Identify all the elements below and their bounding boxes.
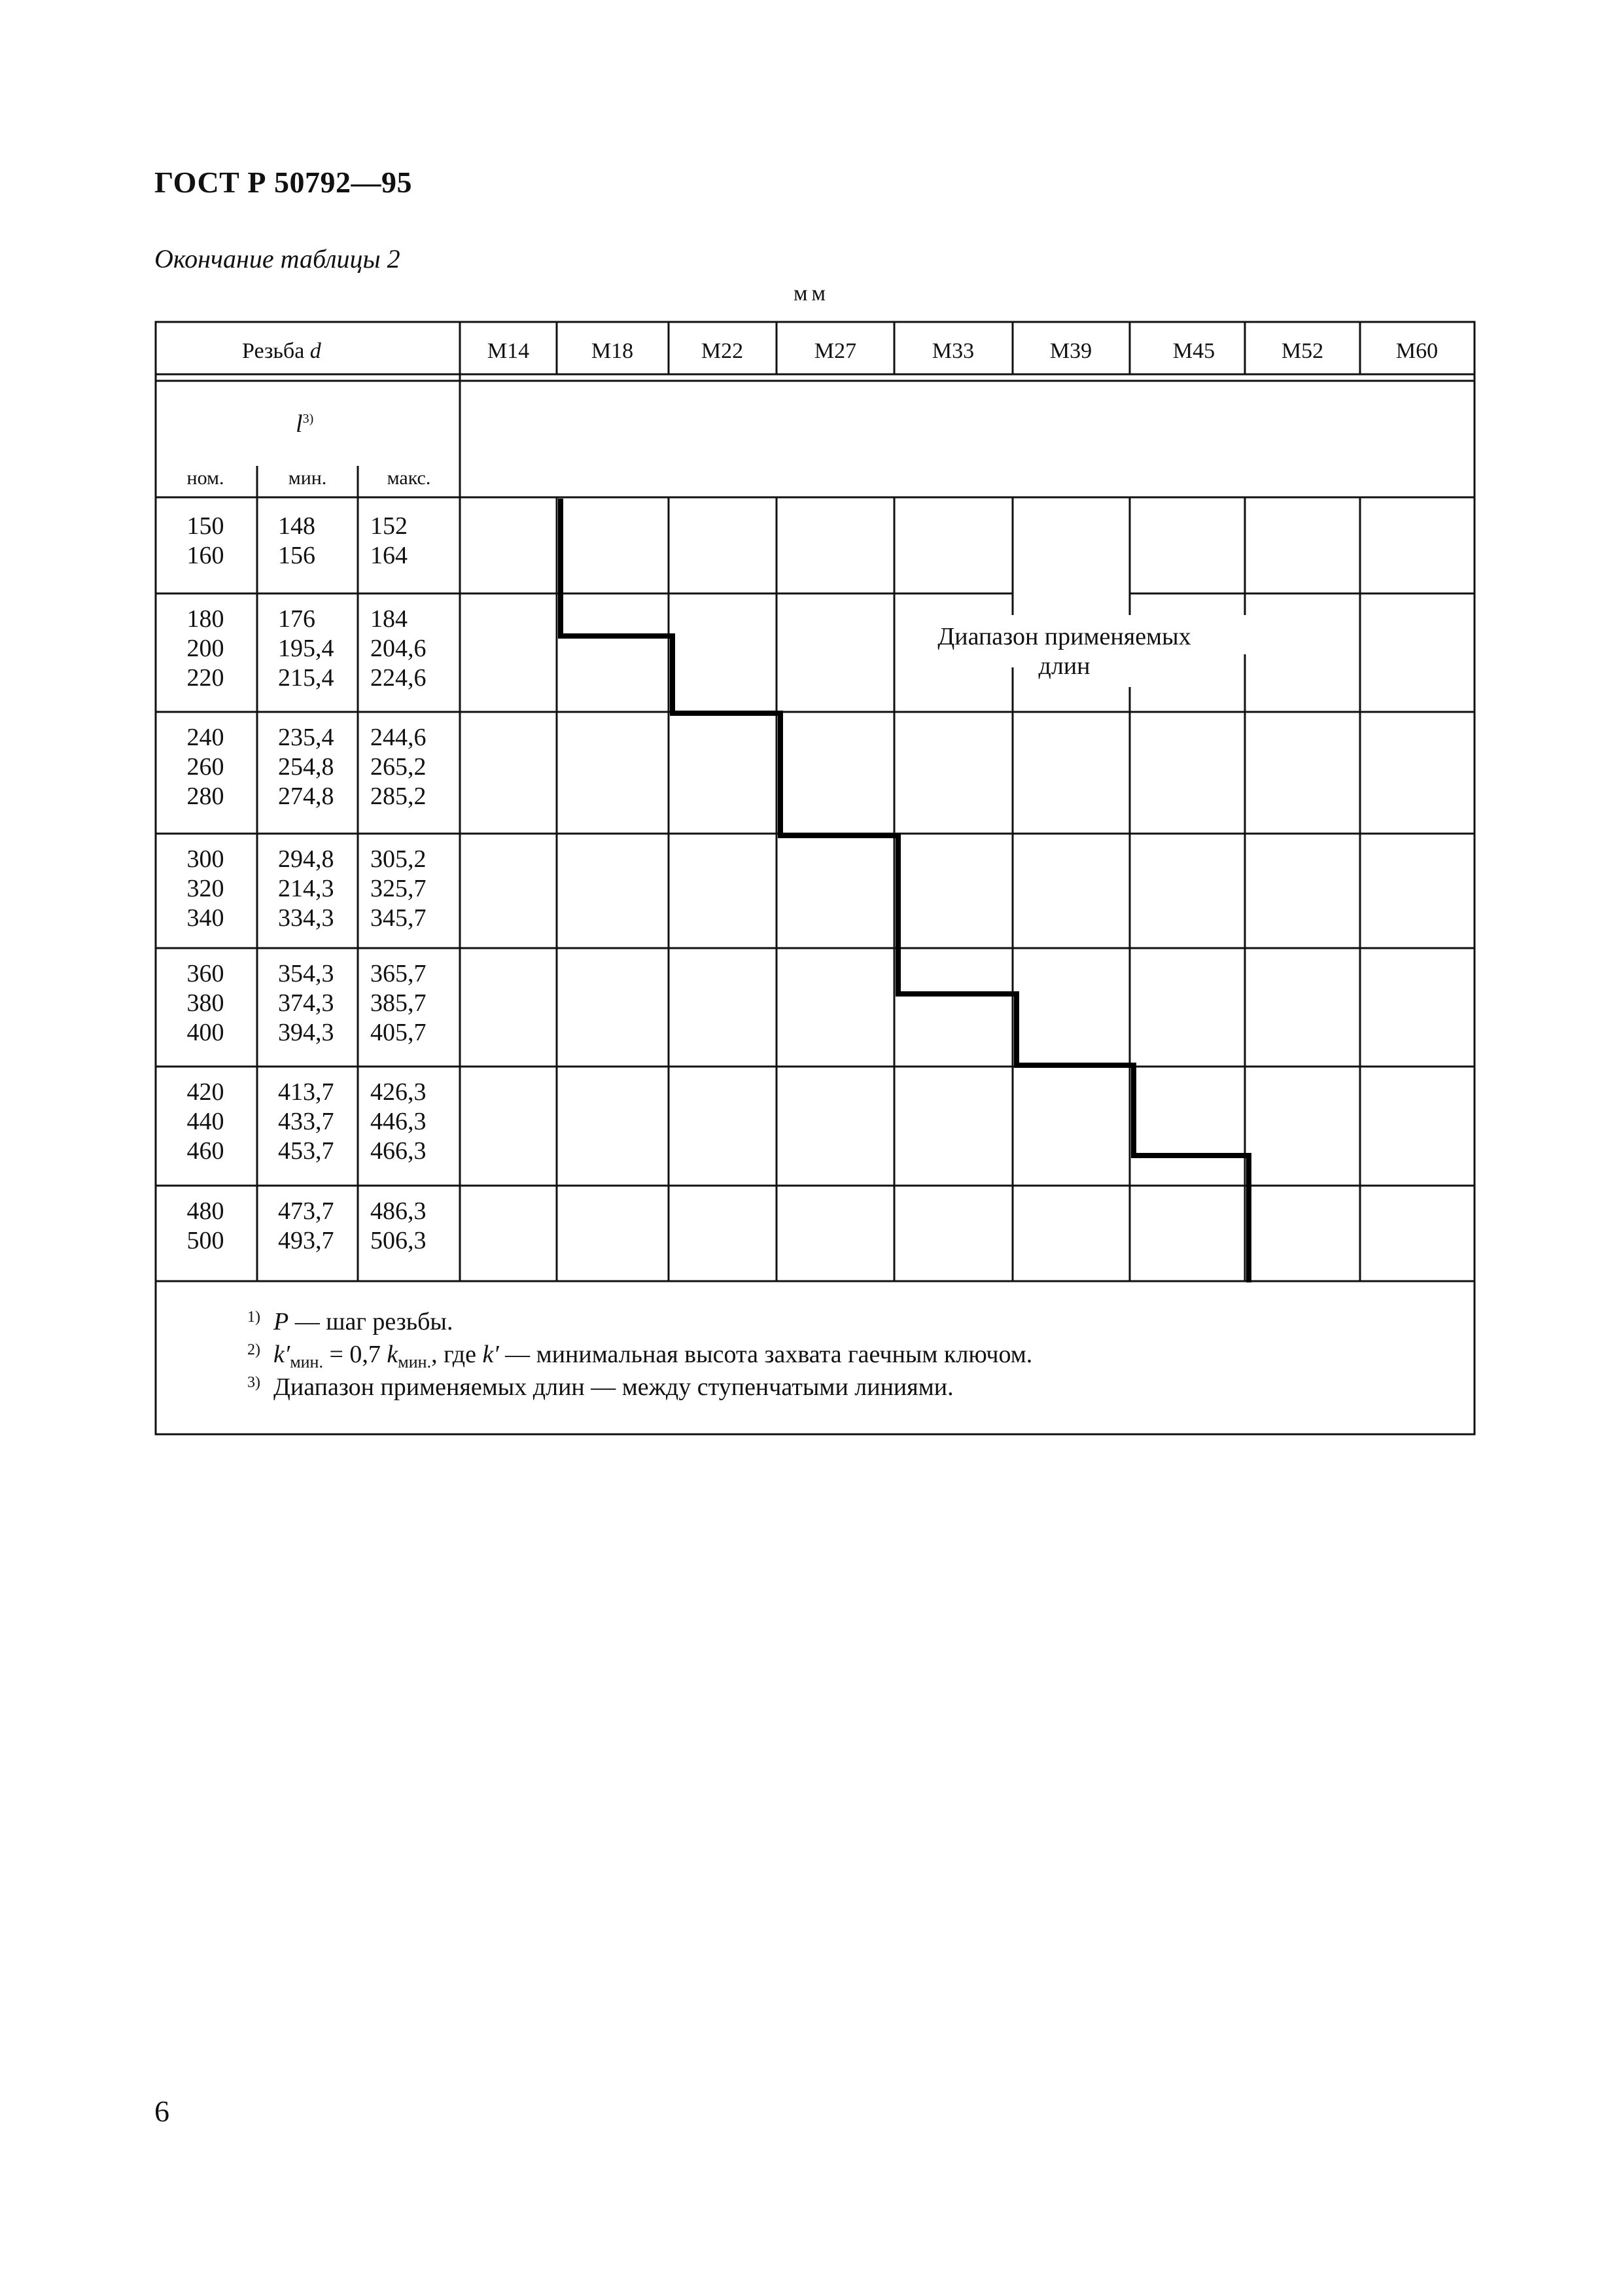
length-max-value: 466,3 — [370, 1137, 427, 1165]
length-max-value: 285,2 — [370, 783, 427, 810]
range-label-line1: Диапазон применяемых — [937, 623, 1191, 650]
length-nom-value: 400 — [186, 1019, 224, 1046]
subcol-max: макс. — [387, 467, 431, 489]
length-min-value: 354,3 — [278, 960, 334, 987]
length-max-value: 486,3 — [370, 1197, 427, 1225]
length-nom-value: 420 — [186, 1078, 224, 1106]
length-max-value: 184 — [370, 605, 408, 633]
length-min-value: 413,7 — [278, 1078, 334, 1106]
length-nom-value: 440 — [186, 1108, 224, 1135]
length-nom-value: 380 — [186, 989, 224, 1017]
table-frame — [156, 322, 1475, 1434]
length-nom-value: 150 — [186, 512, 224, 540]
length-max-value: 446,3 — [370, 1108, 427, 1135]
length-nom-value: 180 — [186, 605, 224, 633]
range-label-line2: длин — [1038, 652, 1091, 680]
length-max-value: 506,3 — [370, 1227, 427, 1254]
length-header-label: $l^{3)}$ — [296, 410, 314, 438]
length-nom-value: 220 — [186, 664, 224, 692]
length-min-value: 274,8 — [278, 783, 334, 810]
thread-col-m22: M22 — [701, 339, 744, 363]
length-max-value: 385,7 — [370, 989, 427, 1017]
length-min-value: 214,3 — [278, 875, 334, 902]
length-min-value: 334,3 — [278, 904, 334, 932]
length-max-value: 325,7 — [370, 875, 427, 902]
length-min-value: 374,3 — [278, 989, 334, 1017]
thread-col-m14: M14 — [487, 339, 530, 363]
thread-header-label: Резьба d — [242, 339, 321, 363]
thread-col-m27: M27 — [814, 339, 857, 363]
length-nom-value: 320 — [186, 875, 224, 902]
length-max-value: 345,7 — [370, 904, 427, 932]
thread-col-m33: M33 — [932, 339, 975, 363]
length-nom-value: 200 — [186, 635, 224, 662]
length-min-value: 294,8 — [278, 845, 334, 873]
applicable-range-step-line — [561, 499, 1249, 1282]
unit-label: мм — [794, 281, 830, 306]
length-min-value: 156 — [278, 542, 315, 569]
length-max-value: 224,6 — [370, 664, 427, 692]
document-title: ГОСТ Р 50792—95 — [154, 166, 412, 199]
subcol-min: мин. — [288, 467, 327, 489]
length-nom-value: 340 — [186, 904, 224, 932]
length-min-value: 433,7 — [278, 1108, 334, 1135]
thread-col-m18: M18 — [591, 339, 634, 363]
thread-col-m45: M45 — [1172, 339, 1215, 363]
length-min-value: 453,7 — [278, 1137, 334, 1165]
length-max-value: 405,7 — [370, 1019, 427, 1046]
length-max-value: 152 — [370, 512, 408, 540]
table-body-values — [187, 512, 427, 1254]
footnote-1: P — шаг резьбы. — [273, 1308, 453, 1335]
length-max-value: 244,6 — [370, 724, 427, 751]
footnotes — [247, 1308, 1032, 1401]
length-nom-value: 480 — [186, 1197, 224, 1225]
footnote-2: $k'_{мин.} = 0,7$ $k_{мин.}$, где k′ — минимальная высота захвата гаечным ключом. — [273, 1341, 1033, 1371]
footnote-3: Диапазон применяемых длин — между ступенчатыми линиями. — [273, 1373, 954, 1401]
length-max-value: 426,3 — [370, 1078, 427, 1106]
length-nom-value: 240 — [186, 724, 224, 751]
length-max-value: 265,2 — [370, 753, 427, 781]
length-nom-value: 160 — [186, 542, 224, 569]
length-nom-value: 260 — [186, 753, 224, 781]
length-min-value: 215,4 — [278, 664, 334, 692]
length-min-value: 176 — [278, 605, 315, 633]
thread-col-m39: M39 — [1049, 339, 1092, 363]
footnote-1-marker: 1) — [247, 1309, 260, 1326]
length-min-value: 254,8 — [278, 753, 334, 781]
length-max-value: 164 — [370, 542, 408, 569]
thread-col-m52: M52 — [1281, 339, 1324, 363]
footnote-2-marker: 2) — [247, 1341, 260, 1358]
length-nom-value: 300 — [186, 845, 224, 873]
length-nom-value: 460 — [186, 1137, 224, 1165]
length-nom-value: 360 — [186, 960, 224, 987]
length-max-value: 305,2 — [370, 845, 427, 873]
subcol-nom: ном. — [186, 467, 224, 489]
length-max-value: 365,7 — [370, 960, 427, 987]
length-nom-value: 280 — [186, 783, 224, 810]
length-min-value: 195,4 — [278, 635, 334, 662]
length-min-value: 235,4 — [278, 724, 334, 751]
thread-col-m60: M60 — [1395, 339, 1439, 363]
length-min-value: 473,7 — [278, 1197, 334, 1225]
length-min-value: 394,3 — [278, 1019, 334, 1046]
footnote-3-marker: 3) — [247, 1374, 260, 1391]
page-number: 6 — [154, 2094, 169, 2128]
length-nom-value: 500 — [186, 1227, 224, 1254]
length-min-value: 493,7 — [278, 1227, 334, 1254]
length-min-value: 148 — [278, 512, 315, 540]
table-continuation-caption: Окончание таблицы 2 — [154, 244, 400, 274]
length-max-value: 204,6 — [370, 635, 427, 662]
